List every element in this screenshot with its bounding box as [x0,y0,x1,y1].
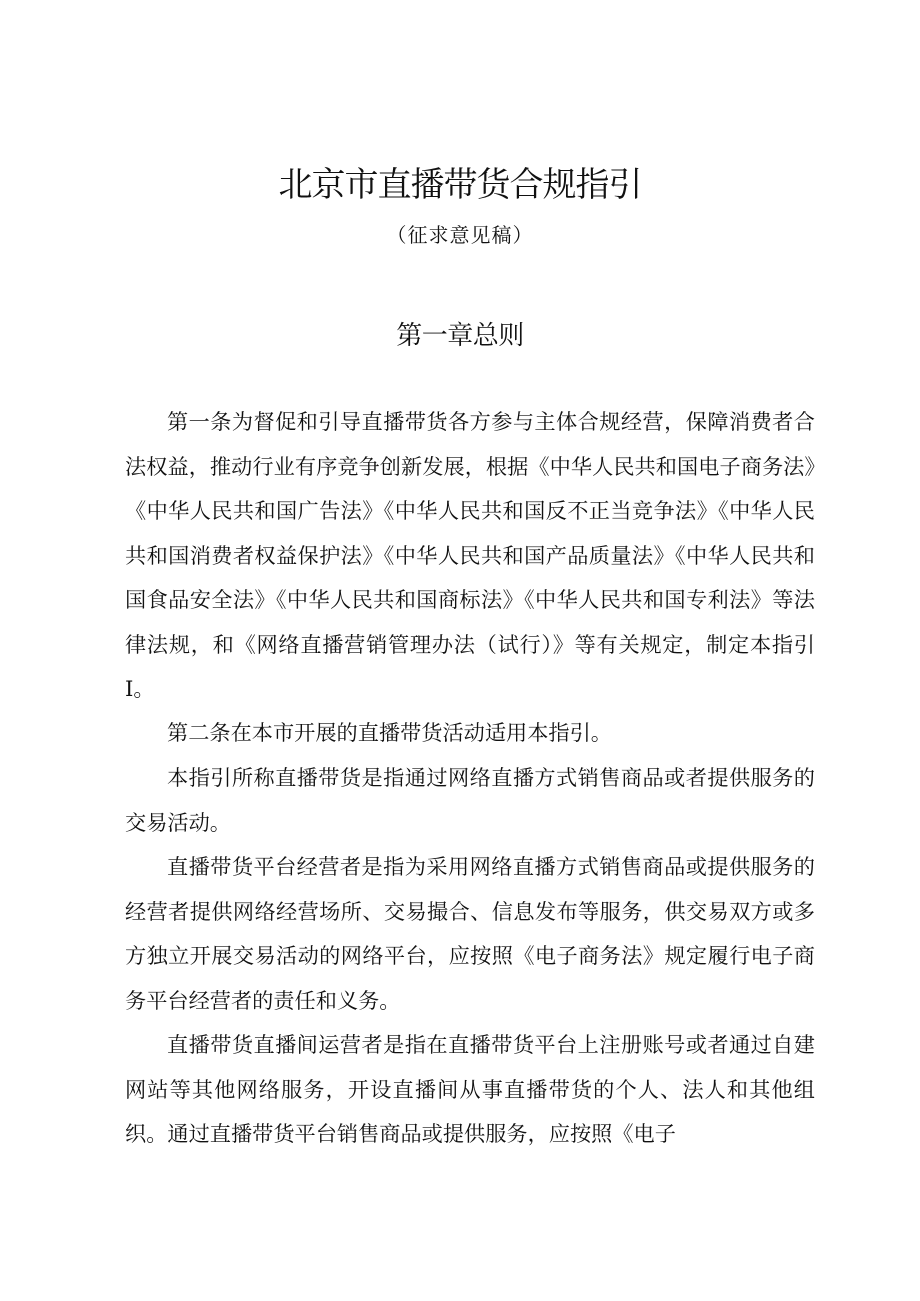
chapter-heading: 第一章总则 [396,321,524,351]
paragraph-article-2: 第二条在本市开展的直播带货活动适用本指引。 [167,720,612,745]
paragraph-definition-platform-operator: 直播带货平台经营者是指为采用网络直播方式销售商品或提供服务的经营者提供网络经营场所、交易撮合、信息发布等服务，供交易双方或多方独立开展交易活动的网络平台，应按照《电子商务法》规定履行电子商务平台经营者的责任和义务。 [125,854,815,1013]
document-subtitle: （征求意见稿） [386,223,534,247]
paragraph-definition-room-operator: 直播带货直播间运营者是指在直播带货平台上注册账号或者通过自建网站等其他网络服务，开设直播间从事直播带货的个人、法人和其他组织。通过直播带货平台销售商品或提供服务，应按照《电子 [125,1032,815,1146]
document-title: 北京市直播带货合规指引 [278,165,642,205]
paragraph-article-1: 第一条为督促和引导直播带货各方参与主体合规经营，保障消费者合法权益，推动行业有序竞争创新发展，根据《中华人民共和国电子商务法》《中华人民共和国广告法》《中华人民共和国反不正当竞争法》《中华人民共和国消费者权益保护法》《中华人民共和国产品质量法》《中华人民共和国食品安全法》《中华人民共和国商标法》《中华人民共和国专利法》等法律法规，和《网络直播营销管理办法（试行）》等有关规定，制定本指引I。 [125,409,815,701]
paragraph-definition-live-commerce: 本指引所称直播带货是指通过网络直播方式销售商品或者提供服务的交易活动。 [125,765,815,835]
